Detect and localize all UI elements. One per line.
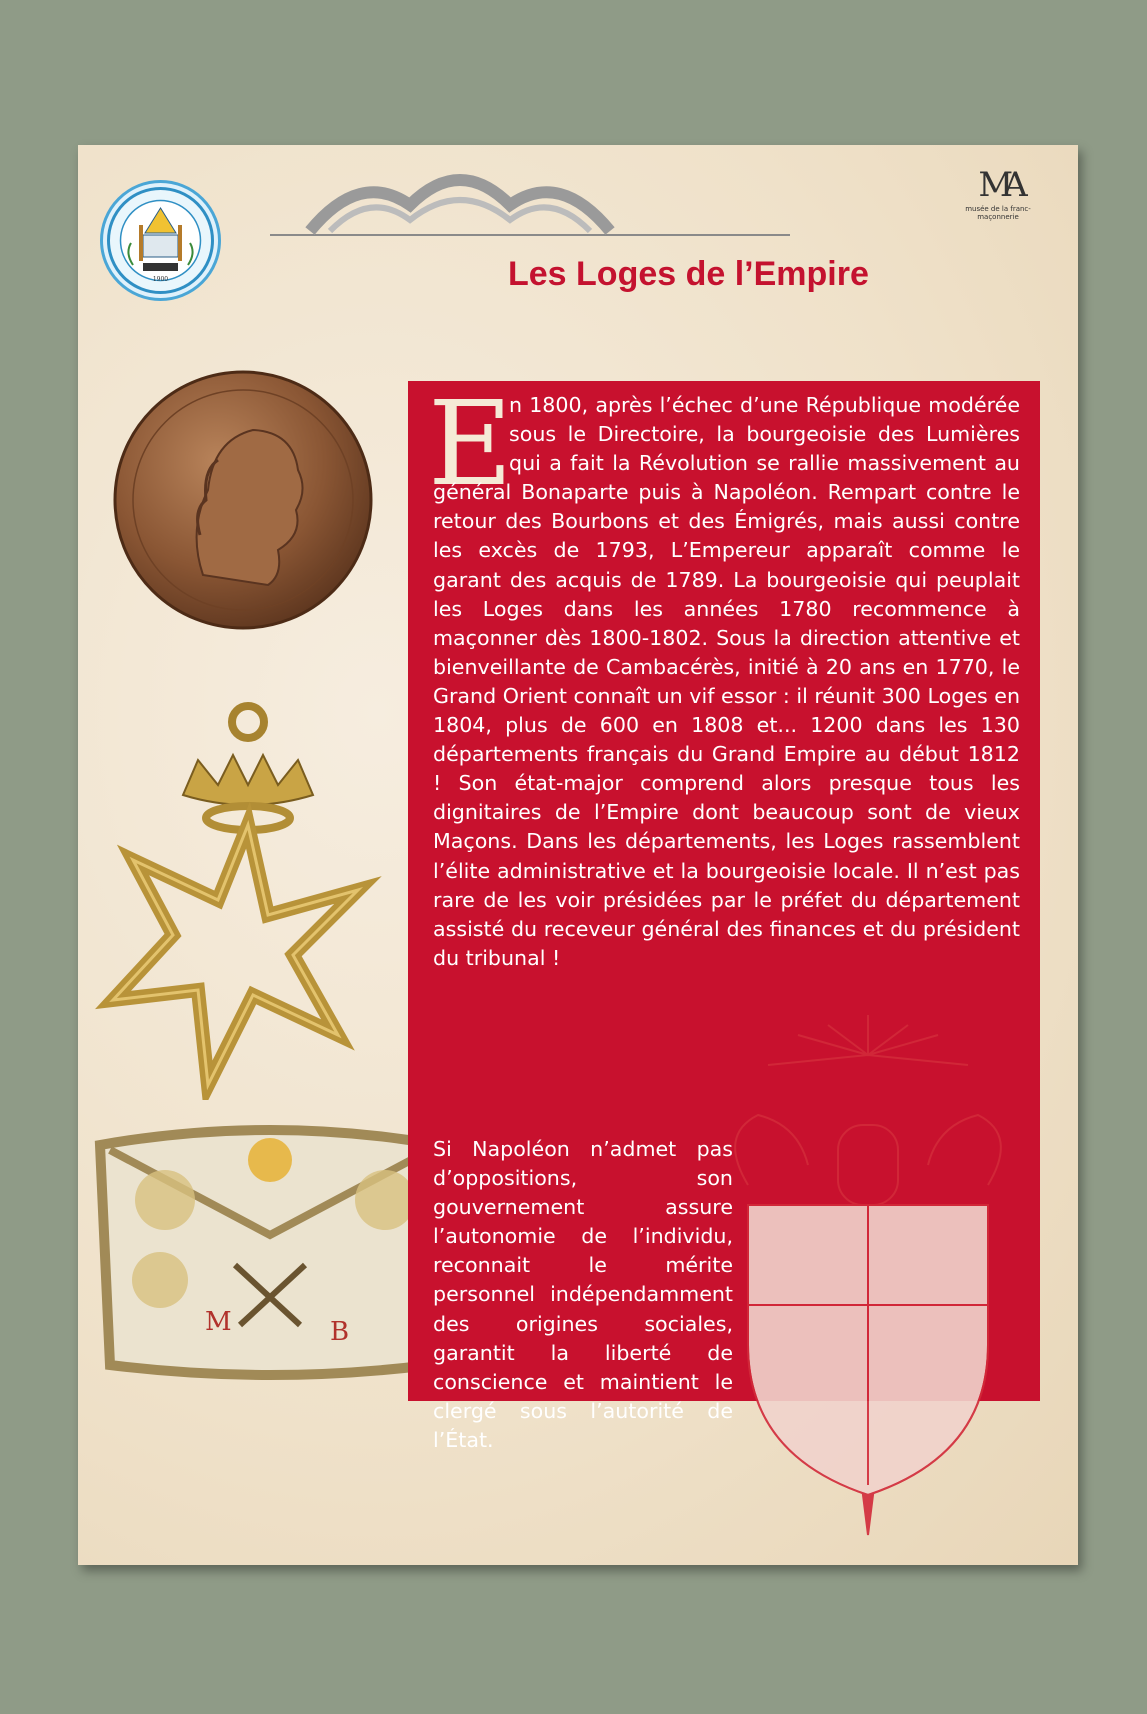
museum-logo-mark: MA <box>978 165 1018 205</box>
apron-letter-m: M <box>205 1307 232 1337</box>
drop-cap-spacer <box>433 391 509 475</box>
nine-point-star-jewel-image <box>88 700 408 1100</box>
bronze-medal-image <box>108 360 378 640</box>
museum-logo-icon <box>958 165 1038 240</box>
apron-letter-b: B <box>330 1317 350 1347</box>
museum-logo-text: musée de la franc-maçonnerie <box>965 205 1031 221</box>
page-title: Les Loges de l’Empire <box>508 255 869 293</box>
second-paragraph: Si Napoléon n’admet pas d’oppositions, son gouvernement assure l’autonomie de l’individu, reconnait le mérite personnel indépendamment des origines sociales, garantit la liberté de conscience et maintient le clergé sous l’autorité de l’État. <box>433 1137 733 1452</box>
exhibition-poster <box>78 145 1078 1565</box>
coat-of-arms-image <box>688 1015 1048 1555</box>
lodge-seal-icon <box>100 180 221 301</box>
main-paragraph-text: n 1800, après l’échec d’une République modérée sous le Directoire, la bourgeoisie des Lumières qui a fait la Révolution se rallie massivement au général Bonaparte puis à Napoléon. Rempart contre le retour des Bourbons et des Émigrés, mais aussi contre les excès de 1793, L’Empereur apparaît comme le garant des acquis de 1789. La bourgeoisie qui peuplait les Loges dans les années 1780 recommence à maçonner dès 1800-1802. Sous la direction attentive et bienveillante de Cambacérès, initié à 20 ans en 1770, le Grand Orient connaît un vif essor : il réunit 300 Loges en 1804, plus de 600 en 1808 et... 1200 dans les 130 départements français du Grand Empire au début 1812 ! Son état-major comprend alors presque tous les dignitaires de l’Empire dont beaucoup sont de vieux Maçons. Dans les départements, les Loges rassemblent l’élite administrative et la bourgeoisie locale. Il n’est pas rare de les voir présidées par le préfet du département assisté du receveur général des finances et du président du tribunal ! <box>433 393 1020 970</box>
drop-cap: E <box>428 377 513 512</box>
main-paragraph <box>433 391 1020 973</box>
masonic-apron-image <box>90 1115 450 1385</box>
seal-year: 1900 <box>152 276 169 283</box>
arches-ornament-icon <box>270 165 790 255</box>
